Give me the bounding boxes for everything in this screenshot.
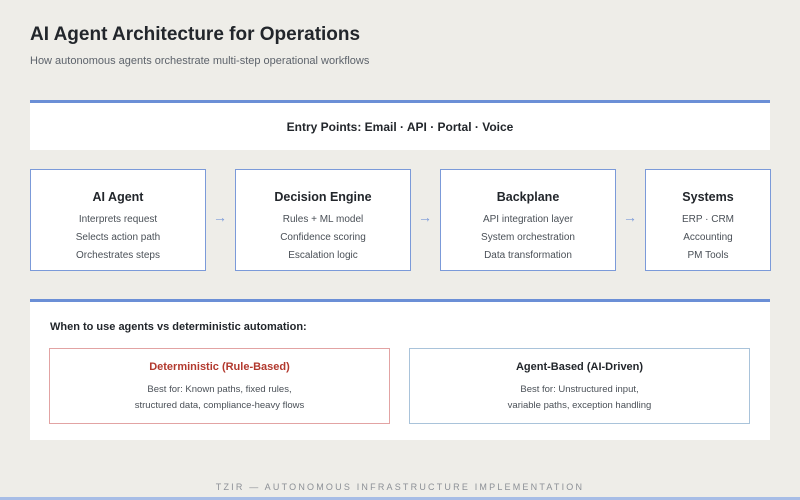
flow-box-line: Orchestrates steps	[76, 250, 160, 261]
flow-box-ai-agent	[30, 169, 206, 271]
flow-arrow-icon: →	[623, 209, 637, 225]
agent-card-title: Agent-Based (AI-Driven)	[515, 361, 644, 373]
deterministic-card	[49, 348, 390, 424]
comparison-heading: When to use agents vs deterministic automation:	[50, 321, 307, 333]
flow-box-line: PM Tools	[687, 250, 729, 261]
flow-box-title: AI Agent	[92, 190, 144, 204]
flow-box-decision-engine	[235, 169, 411, 271]
flow-box-line: API integration layer	[482, 214, 574, 225]
page-title: AI Agent Architecture for Operations	[30, 24, 361, 45]
flow-box-title: Decision Engine	[274, 190, 372, 204]
flow-box-title: Backplane	[496, 190, 560, 204]
entry-points-banner	[30, 100, 770, 150]
page-subtitle: How autonomous agents orchestrate multi-step operational workflows	[30, 55, 370, 67]
flow-box-line: Rules + ML model	[282, 214, 364, 225]
footer-tagline: TZIR — AUTONOMOUS INFRASTRUCTURE IMPLEMENTATION	[215, 482, 585, 492]
card-line: variable paths, exception handling	[507, 400, 652, 411]
entry-points-label: Entry Points: Email · API · Portal · Voice	[286, 119, 514, 134]
card-line: structured data, compliance-heavy flows	[134, 400, 305, 411]
flow-box-line: Interprets request	[78, 214, 158, 225]
flow-box-line: ERP · CRM	[681, 214, 735, 225]
flow-box-line: Escalation logic	[288, 250, 358, 261]
flow-box-line: Selects action path	[75, 232, 161, 243]
flow-box-systems	[645, 169, 771, 271]
flow-box-line: Accounting	[683, 232, 733, 243]
flow-arrow-icon: →	[418, 209, 432, 225]
flow-box-line: Confidence scoring	[280, 232, 366, 243]
flow-box-title: Systems	[682, 190, 734, 204]
flow-box-line: Data transformation	[484, 250, 572, 261]
agent-card	[409, 348, 750, 424]
deterministic-card-title: Deterministic (Rule-Based)	[149, 361, 290, 373]
card-line: Best for: Known paths, fixed rules,	[147, 384, 292, 395]
flow-box-line: System orchestration	[481, 232, 575, 243]
card-line: Best for: Unstructured input,	[520, 384, 639, 395]
flow-box-backplane	[440, 169, 616, 271]
comparison-panel	[30, 299, 770, 440]
flow-arrow-icon: →	[213, 209, 227, 225]
